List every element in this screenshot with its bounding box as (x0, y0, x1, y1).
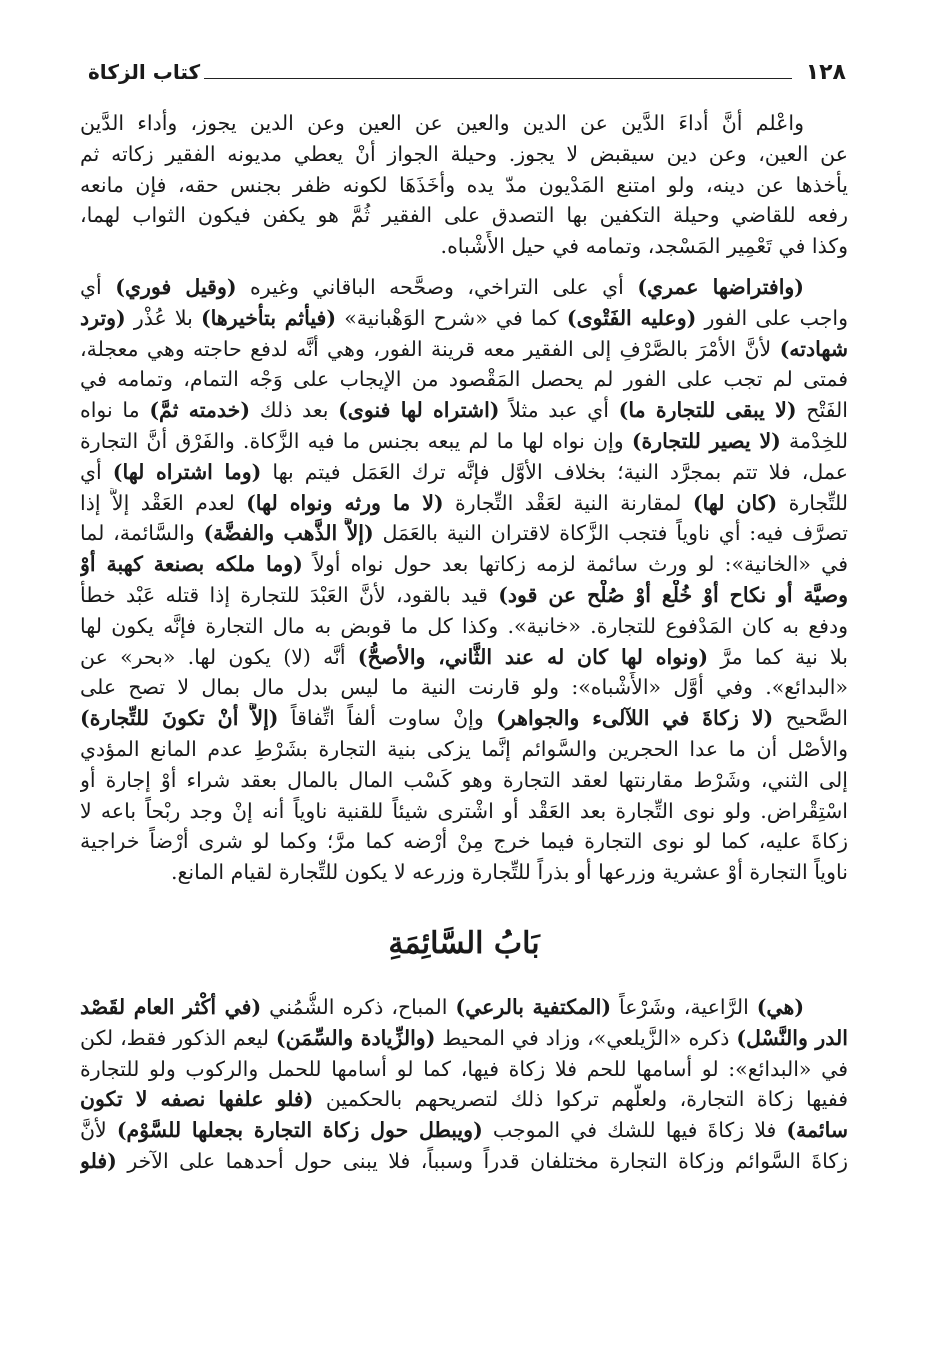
bold-matn-text: سائمة) (786, 1118, 848, 1143)
text-line (80, 672, 848, 703)
text-line (80, 457, 848, 488)
text-line (80, 549, 848, 580)
commentary-text: ففيها زكاة التجارة، ولعلَّهم تركوا ذلك لتصريحهم بالحكمين (313, 1087, 848, 1112)
bold-matn-text: (وما ملكه بصنعة كهبة أوْ (80, 552, 303, 577)
bold-matn-text: (هي) (756, 994, 805, 1019)
text-line (80, 611, 848, 642)
commentary-text: زكاةَ عليه، كما لو نوى التجارة فيما خرج مِنْ أرْضه كما مرَّ؛ وكما لو شرى أرْضاً خراجية (80, 829, 848, 854)
text-line: واعْلم أنَّ أداءَ الدَّين عن الدين والعين عن العين وعن الدين يجوز، وأداء الدَّين (80, 111, 804, 135)
bold-matn-text: (إلاَّ أنْ تكونَ للتِّجارة) (80, 706, 279, 731)
page-body (80, 108, 848, 1177)
commentary-text: زكاةَ السَّوائم وزكاة التجارة مختلفان قدراً وسبباً، فلا يبنى حول أحدهما على الآخر (116, 1148, 848, 1173)
commentary-text: ما نواه (80, 398, 150, 423)
commentary-text: اسْتِقْراض. ولو نوى التِّجارة بعد العَقْد أو اشْترى شيئاً للقنية ناوياً أنه إنْ وجد ربْحاً باعه لا (80, 798, 848, 823)
commentary-text: الصَّحيح (773, 706, 848, 731)
commentary-text: إلى الثني، وشَرْط مقارنتها لعقد التجارة وهو كَسْب المال بالمال بعقد شراء أوْ إجارة أو (80, 767, 848, 792)
bold-matn-text: (لا يصير للتجارة) (631, 428, 781, 453)
bold-matn-text: (إلاَّ الذَّهب والفضَّة) (203, 521, 374, 546)
bold-matn-text: الدر والنَّسْل) (736, 1025, 848, 1050)
paragraph-3 (80, 992, 848, 1177)
text-line (80, 518, 848, 549)
commentary-text: قيد بالقود، لأنَّ العَبْدَ للتجارة إذا قتله عَبْد خطأً (80, 582, 499, 607)
commentary-text: لأنَّ الأمْرَ بالصَّرْفِ إلى الفقير معه قرينة الفور، وهي أنَّه لدفع حاجته وهي معجلة، (80, 336, 780, 361)
paragraph-1 (80, 108, 848, 262)
paragraph-2 (80, 272, 848, 888)
text-line: رفعه للقاضي وحيلة التكفين بها التصدق على الفقير ثُمَّ هو يكفن فيكون الثواب لهما، (80, 203, 848, 228)
page-header (88, 58, 846, 92)
text-line (80, 303, 848, 334)
text-line (80, 857, 848, 888)
text-line: يأخذها عن دينه، ولو امتنع المَدْيون مدّ يده وأخَذَهَا لكونه ظفر بجنس حقه، فإن مانعه (80, 172, 848, 197)
commentary-text: والسَّائمة، لما (80, 521, 204, 546)
text-line (80, 272, 848, 303)
commentary-text: بلا نية كما مرَّ (708, 644, 848, 669)
text-line (80, 364, 848, 395)
commentary-text: ذكره «الزَّيلعي»، وزاد في المحيط (435, 1025, 737, 1050)
text-line (80, 642, 848, 673)
text-line (80, 488, 848, 519)
bold-matn-text: (لا يبقى للتجارة ما) (618, 398, 797, 423)
text-line: عن العين، وعن دين سيقبض لا يجوز. وحيلة الجواز أنْ يعطي مديونه الفقير زكاته ثم (80, 141, 848, 166)
commentary-text: أنَّه (لا) يكون لها. «بحر» عن (80, 644, 358, 669)
bold-matn-text: (وافتراضها عمري) (637, 274, 804, 299)
commentary-text: الرَّاعية، وشَرْعاً (611, 994, 757, 1019)
bold-matn-text: (في أكْثر العام لقَصْد (80, 994, 262, 1019)
commentary-text: بلا عُذْر (125, 305, 201, 330)
bold-matn-text: (ونواه لها كان له عند الثَّاني، والأصحُّ) (357, 644, 709, 669)
text-line (80, 426, 848, 457)
text-line (80, 992, 848, 1023)
commentary-text: للخِدْمة (780, 428, 848, 453)
bold-matn-text: (والزِّيادة والسِّمَن) (275, 1025, 436, 1050)
bold-matn-text: شهادته) (779, 336, 848, 361)
commentary-text: وإن نواه لها ما لم يبعه بجنس ما فيه الزَّكاة. والفَرْق أنَّ التجارة (80, 428, 632, 453)
book-title: كتاب الزكاة (88, 60, 201, 84)
bold-matn-text: (خدمته ثمَّ) (149, 398, 251, 423)
bold-matn-text: (وقيل فوري) (115, 274, 237, 299)
bold-matn-text: (وما اشتراه لها) (112, 459, 262, 484)
bold-matn-text: (وترد (80, 305, 126, 330)
text-line: وكذا في تَعْمِير المَسْجد، وتمامه في حيل الأَشْباه. (440, 234, 848, 259)
bold-matn-text: (لا زكاةَ في اللآلىء والجواهر) (496, 706, 774, 731)
commentary-text: واجب على الفور (696, 305, 848, 330)
bold-matn-text: (فلو علفها نصفه لا تكون (80, 1087, 314, 1112)
commentary-text: لمقارنة النية لعَقْد التِّجارة (443, 490, 693, 515)
bold-matn-text: وصيَّة أو نكاح أوْ خُلْع أوْ صُلْح عن قود) (498, 582, 848, 607)
commentary-text: لعدم العَقْد إلاَّ إذا (80, 490, 247, 515)
commentary-text: أي (80, 274, 116, 299)
commentary-text: «البدائع». وفي أوَّل «الأَشْباه»: ولو قارنت النية ما ليس بدل مال بمال لا تصح على (80, 675, 848, 700)
commentary-text: ودفع به كان المَدْفوع للتجارة. «خانية». وكذا كل ما قوبض به مال التجارة فإنَّه يكون لها (80, 613, 848, 638)
commentary-text: أي (80, 459, 113, 484)
bold-matn-text: (المكتفية بالرعي) (455, 994, 612, 1019)
bold-matn-text: (ويبطل حول زكاة التجارة بجعلها للسَّوْم) (116, 1118, 483, 1143)
text-line (80, 1084, 848, 1115)
text-line (80, 395, 848, 426)
text-line (80, 734, 848, 765)
commentary-text: تصرَّف فيه: أي ناوياً فتجب الزَّكاة لاقتران النية بالعَمَل (373, 521, 848, 546)
bold-matn-text: (اشتراه لها فنوى) (338, 398, 500, 423)
text-line (80, 826, 848, 857)
text-line (80, 1023, 848, 1054)
commentary-text: بعد ذلك (250, 398, 339, 423)
commentary-text: الفَتْح (796, 398, 848, 423)
text-line (80, 580, 848, 611)
commentary-text: المباح، ذكره الشُّمُني (261, 994, 456, 1019)
text-line (80, 703, 848, 734)
commentary-text: والأصْل أن ما عدا الحجرين والسَّوائم إنَّما يزكى بنية التجارة بشَرْطِ عدم المانع المؤدي (80, 736, 848, 761)
text-line (80, 765, 848, 796)
commentary-text: أي عبد مثلاً (499, 398, 619, 423)
bold-matn-text: (فيأثم بتأخيرها) (200, 305, 337, 330)
bold-matn-text: (لا ما ورثه ونواه لها) (246, 490, 444, 515)
text-line (80, 796, 848, 827)
commentary-text: ناوياً التجارة أوْ عشرية وزرعها أو بذراً للتِّجارة وزرعه لا يكون للتِّجارة لقيام المانع. (170, 860, 848, 885)
commentary-text: فمتى لم تجب على الفور لم يحصل المَقْصود من الإيجاب على وَجْه التمام، وتمامه في (80, 367, 848, 392)
commentary-text: وإنْ ساوت ألفاً اتِّفاقاً (278, 706, 497, 731)
text-line (80, 334, 848, 365)
bold-matn-text: (فلو (80, 1148, 117, 1173)
commentary-text: كما في «شرح الوَهْبانية» (336, 305, 567, 330)
commentary-text: للتِّجارة (777, 490, 848, 515)
commentary-text: لأنَّ (80, 1118, 117, 1143)
text-line (80, 1146, 848, 1177)
text-line (80, 1115, 848, 1146)
commentary-text: في «البدائع»: لو أسامها للحم فلا زكاة فيها، كما لو أسامها للحمل والركوب ولو للتجارة (80, 1056, 848, 1081)
commentary-text: فلا زكاةَ فيها للشك في الموجب (482, 1118, 787, 1143)
bold-matn-text: (وعليه الفَتْوى) (566, 305, 697, 330)
header-rule (204, 78, 792, 79)
chapter-heading: بَابُ السَّائِمَةِ (388, 925, 540, 961)
commentary-text: ليعم الذكور فقط، لكن (80, 1025, 276, 1050)
commentary-text: عمل، فلا تتم بمجرَّد النية؛ بخلاف الأوَّل فإنَّه ترك العَمَل فيتم بها (261, 459, 848, 484)
page-number: ١٢٨ (805, 60, 846, 85)
bold-matn-text: (كان لها) (692, 490, 778, 515)
text-line (80, 1054, 848, 1085)
commentary-text: أي على التراخي، وصحَّحه الباقاني وغيره (236, 274, 638, 299)
commentary-text: في «الخانية»: لو ورث سائمة لزمه زكاتها بعد حول نواه أولاً (302, 552, 848, 577)
